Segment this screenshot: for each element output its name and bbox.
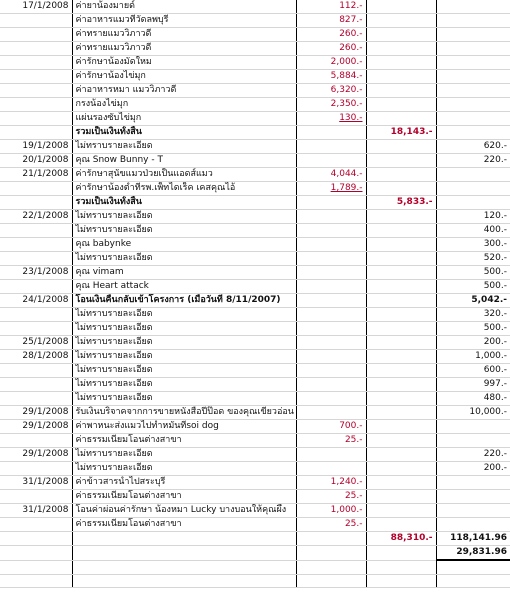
ledger-row — [0, 532, 510, 546]
subtotal-amount-cell — [366, 210, 436, 224]
expense-amount-cell: 827.- — [296, 14, 366, 28]
expense-amount-cell — [296, 336, 366, 350]
expense-amount-cell: 700.- — [296, 420, 366, 434]
expense-amount-cell: 25.- — [296, 518, 366, 532]
date-cell: 21/1/2008 — [0, 168, 72, 182]
subtotal-amount-cell — [366, 70, 436, 84]
subtotal-amount-cell — [366, 112, 436, 126]
ledger-row — [0, 420, 510, 434]
ledger-row — [0, 378, 510, 392]
expense-amount-cell — [296, 196, 366, 210]
description-cell — [72, 574, 296, 588]
description-cell: ไม่ทราบรายละเอียด — [72, 378, 296, 392]
subtotal-amount-cell — [366, 28, 436, 42]
income-amount-cell: 480.- — [436, 392, 510, 406]
expense-amount-cell: 260.- — [296, 28, 366, 42]
ledger-row — [0, 56, 510, 70]
description-cell: ไม่ทราบรายละเอียด — [72, 448, 296, 462]
expense-amount-cell: 260.- — [296, 42, 366, 56]
income-amount-cell — [436, 518, 510, 532]
ledger-row — [0, 42, 510, 56]
subtotal-amount-cell — [366, 308, 436, 322]
expense-amount-cell — [296, 224, 366, 238]
income-amount-cell — [436, 28, 510, 42]
ledger-row — [0, 336, 510, 350]
expense-amount-cell: 1,240.- — [296, 476, 366, 490]
subtotal-amount-cell — [366, 224, 436, 238]
date-cell: 17/1/2008 — [0, 0, 72, 14]
description-cell: แผ่นรองซับไข่มุก — [72, 112, 296, 126]
expense-amount-cell — [296, 322, 366, 336]
expense-amount-cell: 25.- — [296, 490, 366, 504]
ledger-row — [0, 434, 510, 448]
income-amount-cell: 118,141.96 — [436, 532, 510, 546]
description-cell: ไม่ทราบรายละเอียด — [72, 224, 296, 238]
income-amount-cell: 220.- — [436, 154, 510, 168]
income-amount-cell: 600.- — [436, 364, 510, 378]
expense-amount-cell: 5,884.- — [296, 70, 366, 84]
subtotal-amount-cell — [366, 238, 436, 252]
expense-amount-cell — [296, 126, 366, 140]
expense-amount-cell — [296, 350, 366, 364]
expense-amount-cell: 1,789.- — [296, 182, 366, 196]
income-amount-cell: 10,000.- — [436, 406, 510, 420]
income-amount-cell — [436, 126, 510, 140]
expense-amount-cell — [296, 392, 366, 406]
subtotal-amount-cell: 88,310.- — [366, 532, 436, 546]
description-cell: รวมเป็นเงินทั้งสิ้น — [72, 196, 296, 210]
description-cell — [72, 532, 296, 546]
description-cell: คุณ Heart attack — [72, 280, 296, 294]
income-amount-cell — [436, 70, 510, 84]
expense-amount-cell — [296, 210, 366, 224]
subtotal-amount-cell — [366, 294, 436, 308]
ledger-row — [0, 546, 510, 561]
description-cell: ค่าพาหนะส่งแมวไปทำหมันที่soi dog — [72, 420, 296, 434]
expense-amount-cell — [296, 252, 366, 266]
description-cell: ค่าทรายแมววิภาวดี — [72, 28, 296, 42]
income-amount-cell: 200.- — [436, 336, 510, 350]
date-cell: 29/1/2008 — [0, 420, 72, 434]
ledger-row — [0, 112, 510, 126]
description-cell: รวมเป็นเงินทั้งสิ้น — [72, 126, 296, 140]
date-cell — [0, 14, 72, 28]
date-cell — [0, 196, 72, 210]
description-cell: ไม่ทราบรายละเอียด — [72, 392, 296, 406]
description-cell: ไม่ทราบรายละเอียด — [72, 140, 296, 154]
ledger-row — [0, 70, 510, 84]
expense-amount-cell: 2,000.- — [296, 56, 366, 70]
date-cell — [0, 56, 72, 70]
ledger-row — [0, 266, 510, 280]
income-amount-cell: 500.- — [436, 266, 510, 280]
description-cell — [72, 546, 296, 561]
date-cell — [0, 70, 72, 84]
subtotal-amount-cell — [366, 182, 436, 196]
description-cell: ไม่ทราบรายละเอียด — [72, 252, 296, 266]
description-cell: ค่ารักษาสุนัขแมวป่วยเป็นแอดส์แมว — [72, 168, 296, 182]
date-cell — [0, 238, 72, 252]
date-cell: 23/1/2008 — [0, 266, 72, 280]
income-amount-cell: 620.- — [436, 140, 510, 154]
income-amount-cell: 500.- — [436, 322, 510, 336]
income-amount-cell — [436, 112, 510, 126]
ledger-row — [0, 84, 510, 98]
description-cell: ค่ารักษาน้องไข่มุก — [72, 70, 296, 84]
ledger-row — [0, 14, 510, 28]
ledger-row — [0, 140, 510, 154]
expense-amount-cell — [296, 574, 366, 588]
expense-amount-cell — [296, 308, 366, 322]
subtotal-amount-cell — [366, 378, 436, 392]
ledger-row — [0, 518, 510, 532]
expense-amount-cell: 25.- — [296, 434, 366, 448]
income-amount-cell — [436, 182, 510, 196]
ledger-row — [0, 308, 510, 322]
expense-amount-cell — [296, 560, 366, 574]
date-cell: 22/1/2008 — [0, 210, 72, 224]
income-amount-cell — [436, 56, 510, 70]
date-cell — [0, 126, 72, 140]
subtotal-amount-cell — [366, 392, 436, 406]
ledger-row — [0, 462, 510, 476]
income-amount-cell: 320.- — [436, 308, 510, 322]
date-cell: 20/1/2008 — [0, 154, 72, 168]
date-cell: 29/1/2008 — [0, 448, 72, 462]
ledger-row — [0, 280, 510, 294]
expense-amount-cell — [296, 448, 366, 462]
ledger-row — [0, 182, 510, 196]
expense-amount-cell — [296, 406, 366, 420]
expense-amount-cell — [296, 546, 366, 561]
income-amount-cell — [436, 42, 510, 56]
date-cell: 31/1/2008 — [0, 504, 72, 518]
date-cell — [0, 224, 72, 238]
income-amount-cell: 120.- — [436, 210, 510, 224]
ledger-row — [0, 350, 510, 364]
income-amount-cell — [436, 84, 510, 98]
subtotal-amount-cell — [366, 98, 436, 112]
ledger-row — [0, 448, 510, 462]
date-cell: 19/1/2008 — [0, 140, 72, 154]
description-cell: คุณ babynke — [72, 238, 296, 252]
income-amount-cell — [436, 504, 510, 518]
subtotal-amount-cell — [366, 448, 436, 462]
ledger-row — [0, 392, 510, 406]
ledger-row — [0, 224, 510, 238]
date-cell — [0, 322, 72, 336]
subtotal-amount-cell — [366, 140, 436, 154]
subtotal-amount-cell — [366, 364, 436, 378]
income-amount-cell: 220.- — [436, 448, 510, 462]
income-amount-cell — [436, 574, 510, 588]
expense-amount-cell — [296, 238, 366, 252]
ledger-row — [0, 294, 510, 308]
subtotal-amount-cell — [366, 168, 436, 182]
income-amount-cell: 520.- — [436, 252, 510, 266]
description-cell: ค่าข้าวสารนำไปสระบุรี — [72, 476, 296, 490]
date-cell: 31/1/2008 — [0, 476, 72, 490]
ledger-row — [0, 168, 510, 182]
subtotal-amount-cell — [366, 84, 436, 98]
income-amount-cell — [436, 98, 510, 112]
date-cell — [0, 42, 72, 56]
description-cell: ค่าธรรมเนียมโอนต่างสาขา — [72, 518, 296, 532]
income-amount-cell — [436, 420, 510, 434]
description-cell: ไม่ทราบรายละเอียด — [72, 322, 296, 336]
expense-amount-cell — [296, 294, 366, 308]
expense-amount-cell — [296, 154, 366, 168]
date-cell — [0, 532, 72, 546]
description-cell: ค่าอาหารแมวที่วัดลพบุรี — [72, 14, 296, 28]
expense-amount-cell — [296, 280, 366, 294]
ledger-row — [0, 210, 510, 224]
expense-amount-cell — [296, 364, 366, 378]
expense-amount-cell — [296, 266, 366, 280]
description-cell: คุณ vimam — [72, 266, 296, 280]
date-cell: 24/1/2008 — [0, 294, 72, 308]
subtotal-amount-cell — [366, 56, 436, 70]
subtotal-amount-cell — [366, 518, 436, 532]
income-amount-cell: 200.- — [436, 462, 510, 476]
description-cell: ค่าอาหารหมา แมววิภาวดี — [72, 84, 296, 98]
description-cell: ไม่ทราบรายละเอียด — [72, 210, 296, 224]
expense-amount-cell — [296, 462, 366, 476]
description-cell: คุณ Snow Bunny - T — [72, 154, 296, 168]
subtotal-amount-cell — [366, 462, 436, 476]
date-cell — [0, 182, 72, 196]
date-cell — [0, 28, 72, 42]
date-cell: 29/1/2008 — [0, 406, 72, 420]
subtotal-amount-cell — [366, 266, 436, 280]
subtotal-amount-cell — [366, 546, 436, 561]
date-cell — [0, 252, 72, 266]
income-amount-cell: 1,000.- — [436, 350, 510, 364]
subtotal-amount-cell — [366, 322, 436, 336]
subtotal-amount-cell — [366, 560, 436, 574]
subtotal-amount-cell — [366, 476, 436, 490]
income-amount-cell — [436, 490, 510, 504]
description-cell: ไม่ทราบรายละเอียด — [72, 336, 296, 350]
ledger-row — [0, 238, 510, 252]
income-amount-cell: 300.- — [436, 238, 510, 252]
date-cell — [0, 434, 72, 448]
date-cell — [0, 546, 72, 561]
description-cell: ค่าธรรมเนียมโอนต่างสาขา — [72, 490, 296, 504]
ledger-row — [0, 560, 510, 574]
income-amount-cell — [436, 560, 510, 574]
description-cell: ค่าทรายแมววิภาวดี — [72, 42, 296, 56]
description-cell: รับเงินบริจาคจากการขายหนังสือปีป๊อด ของคุณเขียวอ่อน — [72, 406, 296, 420]
expense-amount-cell — [296, 140, 366, 154]
subtotal-amount-cell — [366, 14, 436, 28]
income-amount-cell — [436, 168, 510, 182]
expense-amount-cell — [296, 532, 366, 546]
date-cell — [0, 308, 72, 322]
date-cell — [0, 560, 72, 574]
description-cell: ค่ารักษาน้องมัดใหม — [72, 56, 296, 70]
subtotal-amount-cell — [366, 434, 436, 448]
ledger-row — [0, 476, 510, 490]
subtotal-amount-cell — [366, 154, 436, 168]
date-cell — [0, 112, 72, 126]
subtotal-amount-cell — [366, 504, 436, 518]
date-cell — [0, 574, 72, 588]
description-cell: ไม่ทราบรายละเอียด — [72, 462, 296, 476]
expense-amount-cell: 4,044.- — [296, 168, 366, 182]
subtotal-amount-cell — [366, 0, 436, 14]
subtotal-amount-cell — [366, 350, 436, 364]
expense-amount-cell: 2,350.- — [296, 98, 366, 112]
income-amount-cell — [436, 0, 510, 14]
subtotal-amount-cell: 18,143.- — [366, 126, 436, 140]
ledger-row — [0, 364, 510, 378]
subtotal-amount-cell: 5,833.- — [366, 196, 436, 210]
ledger-row — [0, 28, 510, 42]
subtotal-amount-cell — [366, 490, 436, 504]
ledger-row — [0, 574, 510, 588]
subtotal-amount-cell — [366, 406, 436, 420]
ledger-row — [0, 98, 510, 112]
date-cell — [0, 364, 72, 378]
ledger-row — [0, 196, 510, 210]
income-amount-cell: 997.- — [436, 378, 510, 392]
description-cell: กรงน้องไข่มุก — [72, 98, 296, 112]
date-cell: 25/1/2008 — [0, 336, 72, 350]
income-amount-cell: 400.- — [436, 224, 510, 238]
description-cell: โอนเงินคืนกลับเข้าโครงการ (เมื่อวันที่ 8/11/2007) — [72, 294, 296, 308]
ledger-row — [0, 490, 510, 504]
description-cell — [72, 560, 296, 574]
ledger-row — [0, 0, 510, 14]
ledger-row — [0, 406, 510, 420]
ledger-row — [0, 504, 510, 518]
date-cell — [0, 84, 72, 98]
ledger-row — [0, 252, 510, 266]
date-cell — [0, 518, 72, 532]
ledger-row — [0, 322, 510, 336]
income-amount-cell — [436, 434, 510, 448]
description-cell: ไม่ทราบรายละเอียด — [72, 350, 296, 364]
income-amount-cell: 29,831.96 — [436, 546, 510, 561]
description-cell: โอนค่าผ่อนค่ารักษา น้องหมา Lucky บางบอนให้คุณผึ้ง — [72, 504, 296, 518]
description-cell: ไม่ทราบรายละเอียด — [72, 308, 296, 322]
expense-amount-cell: 6,320.- — [296, 84, 366, 98]
ledger-row — [0, 126, 510, 140]
date-cell — [0, 378, 72, 392]
expense-amount-cell: 1,000.- — [296, 504, 366, 518]
income-amount-cell — [436, 476, 510, 490]
subtotal-amount-cell — [366, 280, 436, 294]
expense-amount-cell: 112.- — [296, 0, 366, 14]
description-cell: ค่ายาน้องมายด์ — [72, 0, 296, 14]
date-cell — [0, 490, 72, 504]
ledger-row — [0, 154, 510, 168]
subtotal-amount-cell — [366, 574, 436, 588]
income-amount-cell: 5,042.- — [436, 294, 510, 308]
date-cell — [0, 392, 72, 406]
subtotal-amount-cell — [366, 420, 436, 434]
subtotal-amount-cell — [366, 336, 436, 350]
income-amount-cell: 500.- — [436, 280, 510, 294]
income-amount-cell — [436, 14, 510, 28]
description-cell: ค่ารักษาน้องต่ำที่รพ.เพ็ทไดเร็ค เคสคุณไอ้ — [72, 182, 296, 196]
description-cell: ค่าธรรมเนียมโอนต่างสาขา — [72, 434, 296, 448]
date-cell — [0, 280, 72, 294]
expense-amount-cell — [296, 378, 366, 392]
expense-amount-cell: 130.- — [296, 112, 366, 126]
income-amount-cell — [436, 196, 510, 210]
date-cell — [0, 462, 72, 476]
subtotal-amount-cell — [366, 252, 436, 266]
date-cell — [0, 98, 72, 112]
subtotal-amount-cell — [366, 42, 436, 56]
date-cell: 28/1/2008 — [0, 350, 72, 364]
description-cell: ไม่ทราบรายละเอียด — [72, 364, 296, 378]
